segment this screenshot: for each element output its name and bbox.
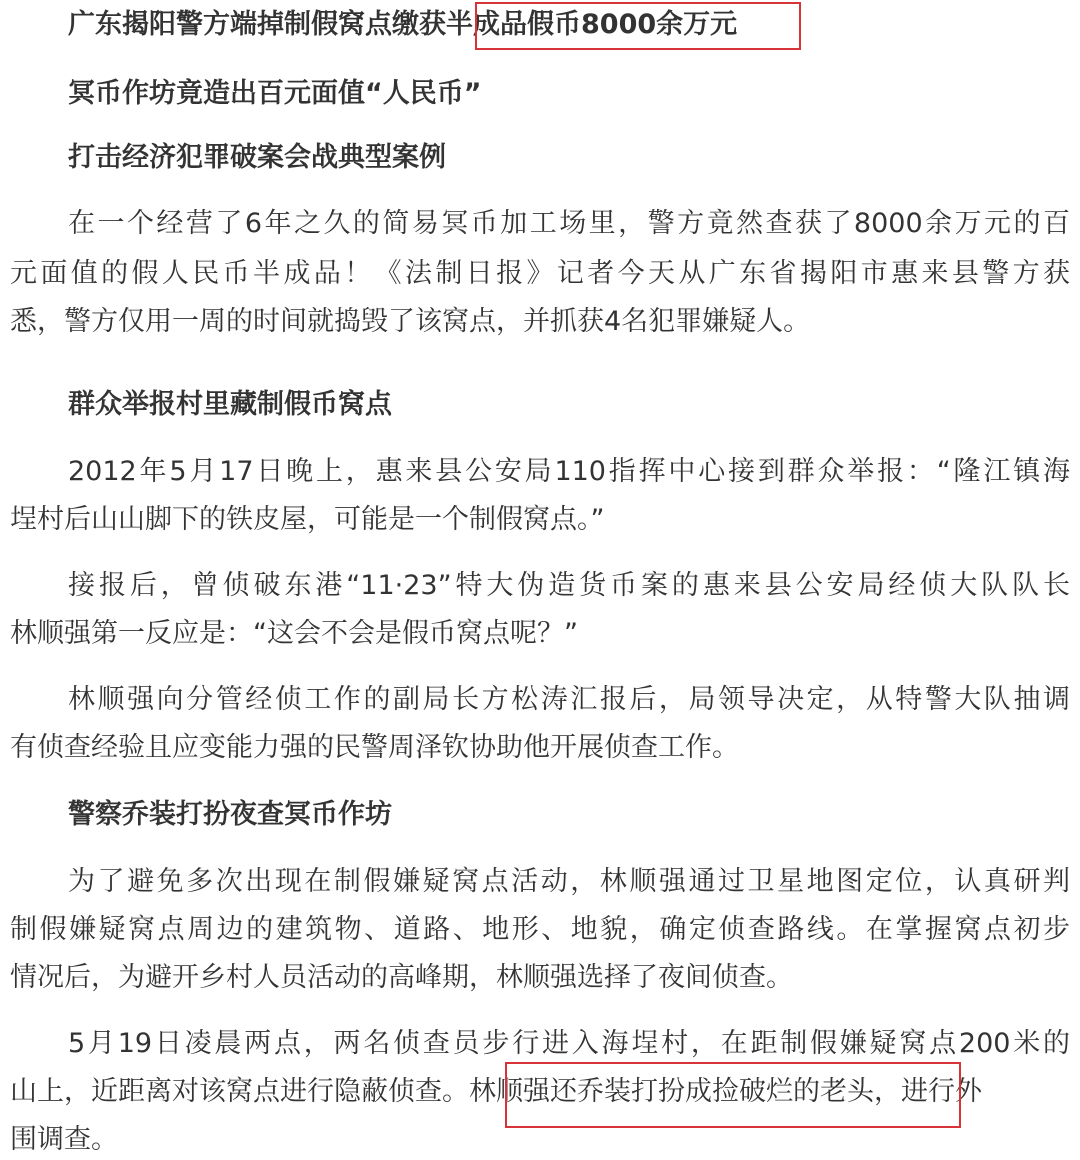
headline-highlight-text: 半成品假币8000余万元 (446, 9, 738, 40)
paragraph-6-line-2 (10, 1072, 1070, 1112)
paragraph-6-line-1: 5月19日凌晨两点，两名侦查员步行进入海埕村，在距制假嫌疑窝点200米的 (68, 1028, 1070, 1059)
paragraph-6-highlight-text: 林顺强还乔装打扮成捡破烂的老头 (469, 1076, 874, 1107)
paragraph-2-line-1: 2012年5月17日晚上，惠来县公安局110指挥中心接到群众举报：“隆江镇海 (68, 456, 1070, 487)
paragraph-4-line-1: 林顺强向分管经侦工作的副局长方松涛汇报后，局领导决定，从特警大队抽调 (68, 684, 1070, 715)
paragraph-1-line-2: 元面值的假人民币半成品！《法制日报》记者今天从广东省揭阳市惠来县警方获 (10, 258, 1070, 289)
paragraph-5-line-3: 情况后，为避开乡村人员活动的高峰期，林顺强选择了夜间侦查。 (10, 962, 793, 993)
paragraph-3-line-2: 林顺强第一反应是：“这会不会是假币窝点呢？” (10, 618, 578, 649)
paragraph-2-line-2: 埕村后山山脚下的铁皮屋，可能是一个制假窝点。” (10, 504, 605, 535)
paragraph-5-line-1: 为了避免多次出现在制假嫌疑窝点活动，林顺强通过卫星地图定位，认真研判 (68, 866, 1070, 897)
subhead-1: 冥币作坊竟造出百元面值“人民币” (68, 78, 482, 109)
paragraph-4-line-2: 有侦查经验且应变能力强的民警周泽钦协助他开展侦查工作。 (10, 732, 739, 763)
section-heading-2: 警察乔装打扮夜查冥币作坊 (68, 799, 392, 830)
headline-text: 广东揭阳警方端掉制假窝点缴获 (68, 9, 446, 40)
paragraph-5-line-2: 制假嫌疑窝点周边的建筑物、道路、地形、地貌，确定侦查路线。在掌握窝点初步 (10, 914, 1070, 945)
subhead-2: 打击经济犯罪破案会战典型案例 (68, 142, 446, 173)
paragraph-1-line-3: 悉，警方仅用一周的时间就捣毁了该窝点，并抓获4名犯罪嫌疑人。 (10, 306, 811, 337)
paragraph-3-line-1: 接报后，曾侦破东港“11·23”特大伪造货币案的惠来县公安局经侦大队队长 (68, 570, 1070, 601)
paragraph-6-line-3: 围调查。 (10, 1124, 118, 1155)
section-heading-1: 群众举报村里藏制假币窝点 (68, 389, 392, 420)
paragraph-6-line-2-text-a: 山上，近距离对该窝点进行隐蔽侦查。 (10, 1076, 469, 1107)
paragraph-1-line-1: 在一个经营了6年之久的简易冥币加工场里，警方竟然查获了8000余万元的百 (68, 208, 1070, 239)
headline (68, 5, 1068, 45)
paragraph-6-line-2-text-b: ，进行外 (874, 1076, 982, 1107)
